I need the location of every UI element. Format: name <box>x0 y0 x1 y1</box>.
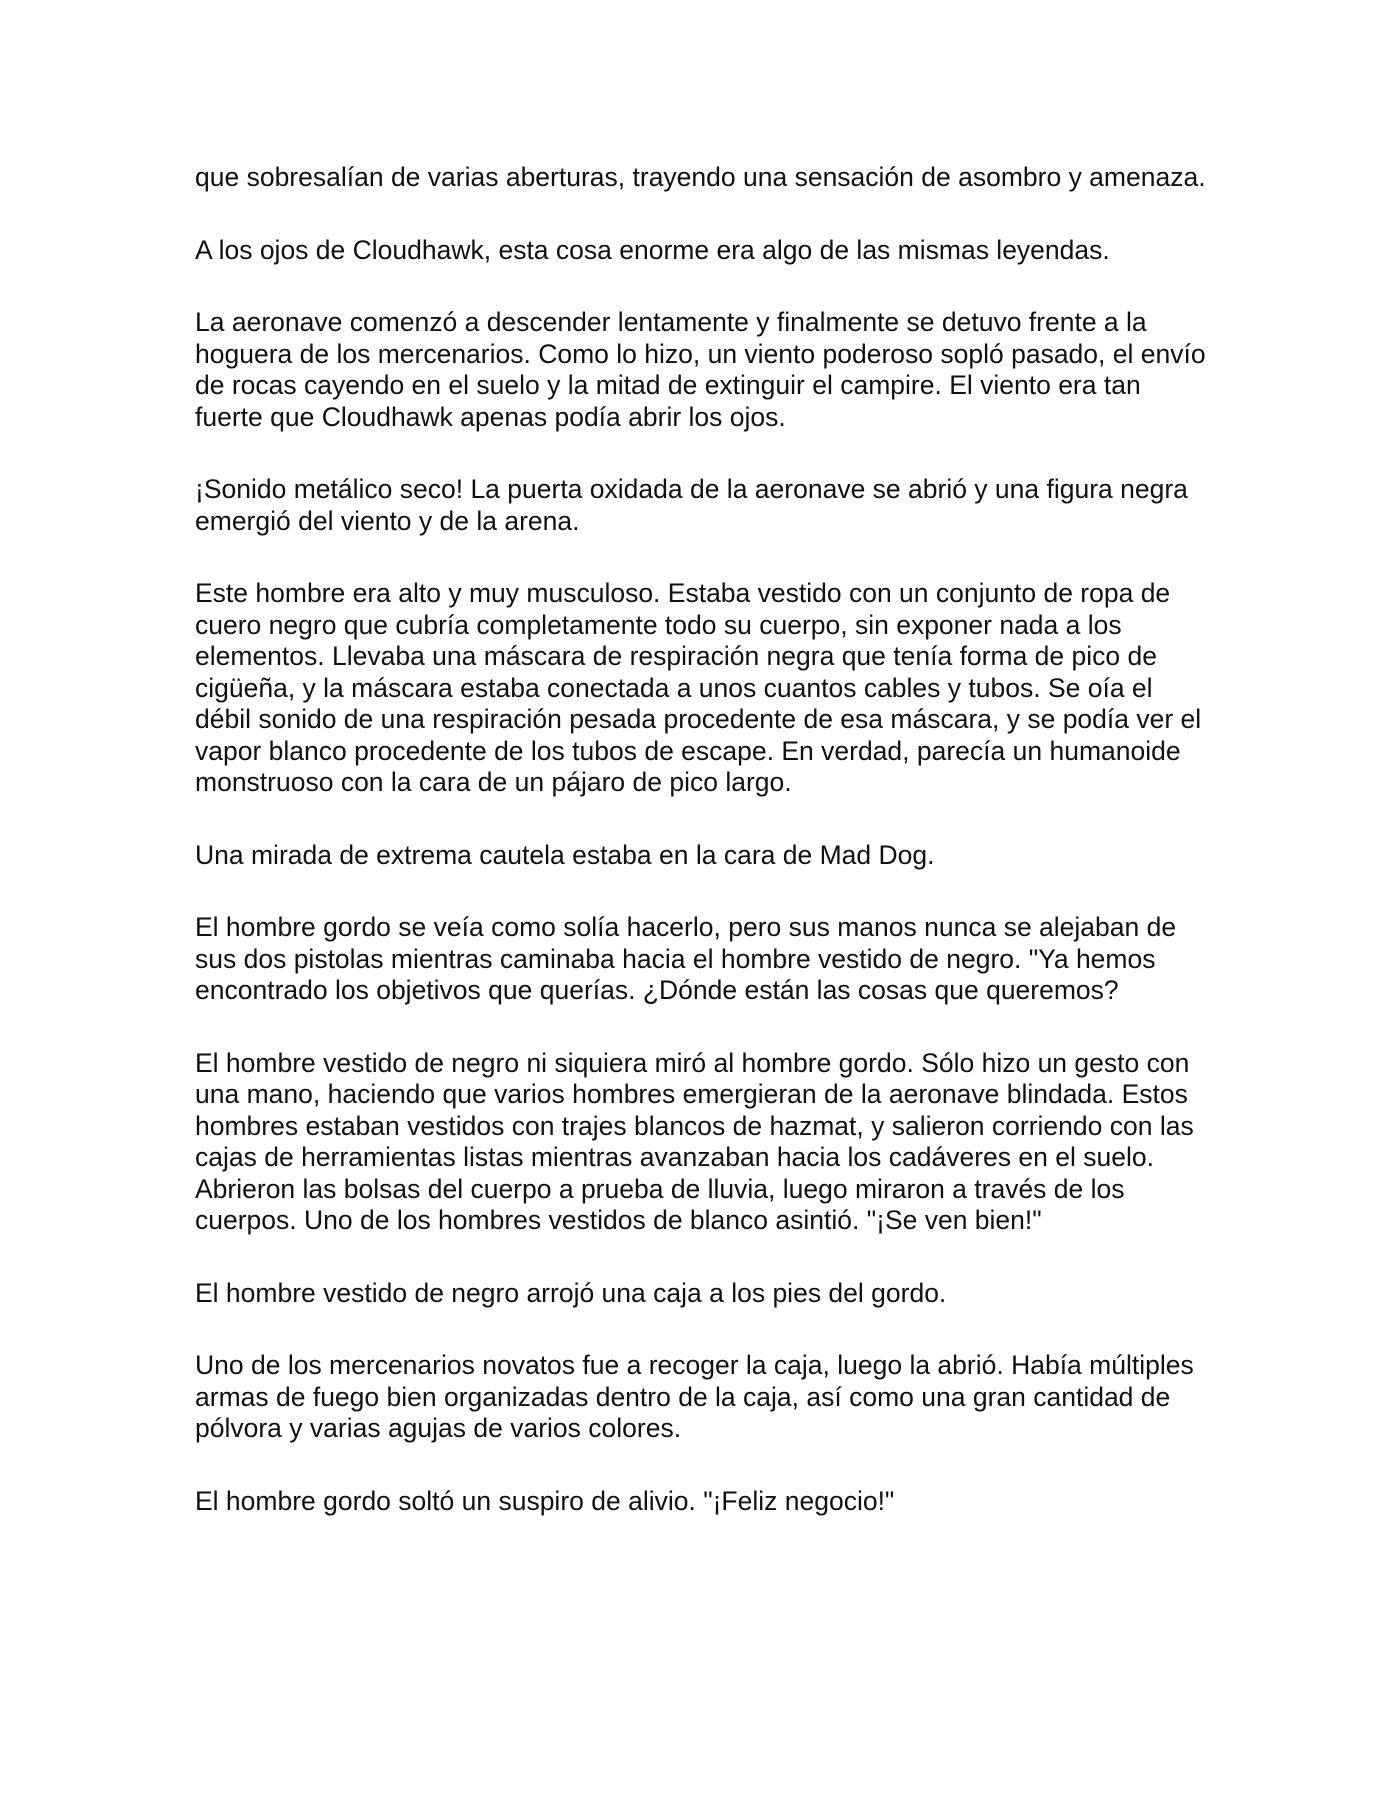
paragraph: que sobresalían de varias aberturas, trayendo una sensación de asombro y amenaza. <box>195 162 1206 192</box>
paragraph: Una mirada de extrema cautela estaba en la cara de Mad Dog. <box>195 839 935 870</box>
paragraph: A los ojos de Cloudhawk, esta cosa enorme era algo de las mismas leyendas. <box>195 234 1110 265</box>
paragraph: Este hombre era alto y muy musculoso. Estaba vestido con un conjunto de ropa de cuero negro que cubría completamente todo su cuerpo, sin exponer nada a los elementos. Llevaba una máscara de respiración negra que tenía forma de pico de cigüeña, y la máscara estaba conectada a unos cuantos cables y tubos. Se oía el débil sonido de una respiración pesada procedente de esa máscara, y se podía ver el vapor blanco procedente de los tubos de escape. En verdad, parecía un humanoide monstruoso con la cara de un pájaro de pico largo. <box>195 578 1202 797</box>
paragraph: El hombre gordo soltó un suspiro de alivio. "¡Feliz negocio!" <box>195 1485 895 1516</box>
paragraph: ¡Sonido metálico seco! La puerta oxidada de la aeronave se abrió y una figura negra emergió del viento y de la arena. <box>195 474 1188 536</box>
paragraph: El hombre vestido de negro ni siquiera miró al hombre gordo. Sólo hizo un gesto con una mano, haciendo que varios hombres emergieran de la aeronave blindada. Estos hombres estaban vestidos con trajes blancos de hazmat, y salieron corriendo con las cajas de herramientas listas mientras avanzaban hacia los cadáveres en el suelo. Abrieron las bolsas del cuerpo a prueba de lluvia, luego miraron a través de los cuerpos. Uno de los hombres vestidos de blanco asintió. "¡Se ven bien!" <box>195 1047 1194 1235</box>
document-body <box>195 162 1215 1558</box>
paragraph: Uno de los mercenarios novatos fue a recoger la caja, luego la abrió. Había múltiples armas de fuego bien organizadas dentro de la caja, así como una gran cantidad de pólvora y varias agujas de varios colores. <box>195 1350 1194 1443</box>
paragraph: La aeronave comenzó a descender lentamente y finalmente se detuvo frente a la hoguera de los mercenarios. Como lo hizo, un viento poderoso sopló pasado, el envío de rocas cayendo en el suelo y la mitad de extinguir el campire. El viento era tan fuerte que Cloudhawk apenas podía abrir los ojos. <box>195 307 1206 432</box>
paragraph: El hombre gordo se veía como solía hacerlo, pero sus manos nunca se alejaban de sus dos pistolas mientras caminaba hacia el hombre vestido de negro. "Ya hemos encontrado los objetivos que querías. ¿Dónde están las cosas que queremos? <box>195 912 1177 1005</box>
paragraph: El hombre vestido de negro arrojó una caja a los pies del gordo. <box>195 1277 947 1308</box>
